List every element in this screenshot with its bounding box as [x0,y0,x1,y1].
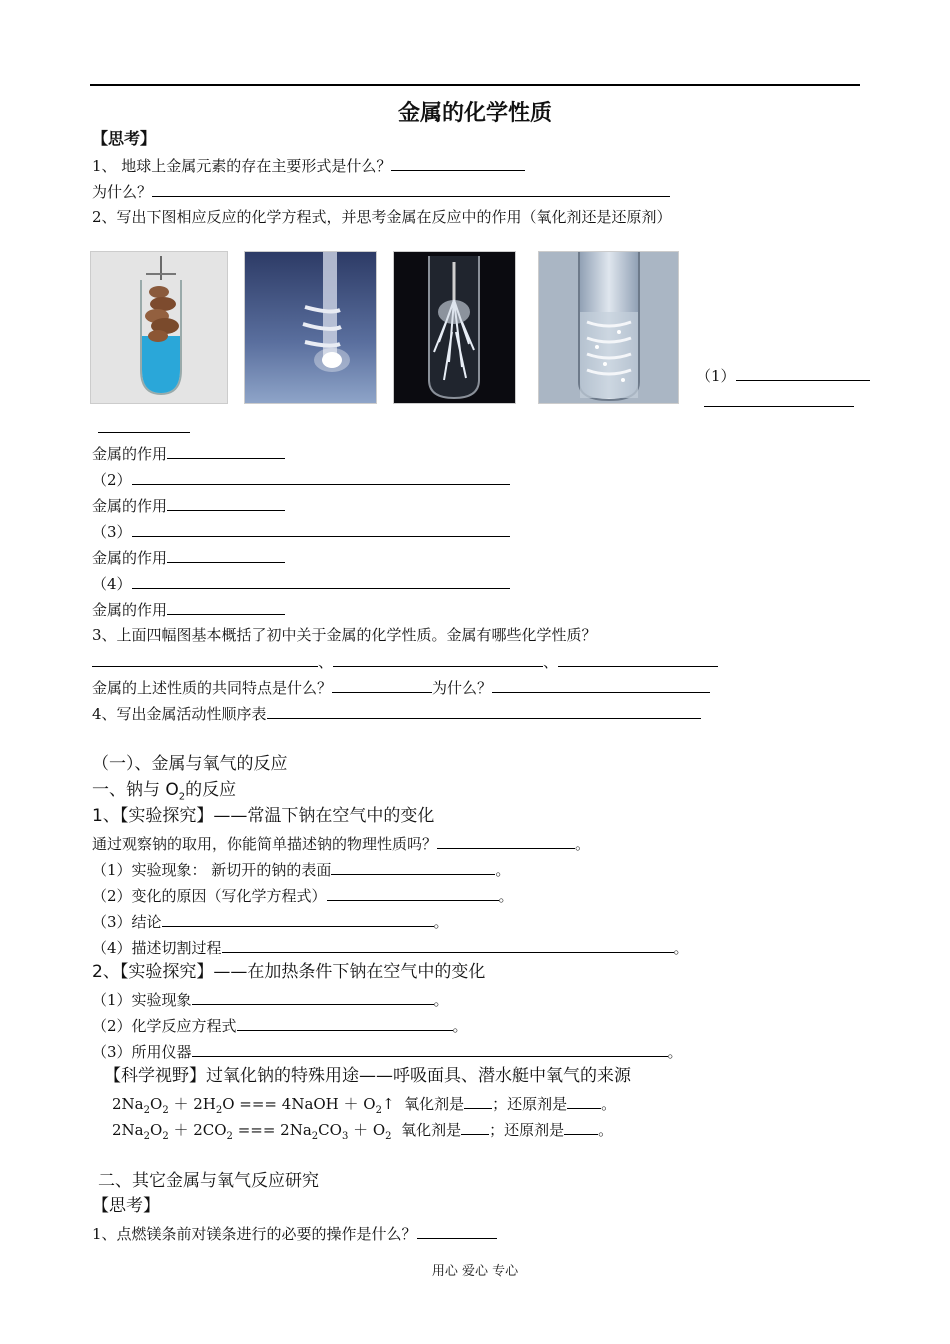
experiment-1-item: （4）描述切割过程 。 [92,936,689,959]
answer-blank[interactable] [461,1118,489,1135]
metal-role-2: 金属的作用 [92,494,285,517]
think-heading: 【思考】 [92,129,157,148]
page-footer: 用心 爱心 专心 [431,1264,519,1279]
answer-2: （2） [92,468,510,491]
metal-role-3: 金属的作用 [92,546,285,569]
answer-blank[interactable] [267,702,701,719]
answer-blank[interactable] [567,1092,601,1109]
answer-blank[interactable] [222,936,674,953]
answer-blank[interactable] [332,676,432,693]
answer-blank[interactable] [564,1118,598,1135]
question-3: 3、上面四幅图基本概括了初中关于金属的化学性质。金属有哪些化学性质？ [92,626,597,644]
answer-blank[interactable] [92,650,318,667]
answer-blank[interactable] [331,858,495,875]
answer-blank[interactable] [237,1014,453,1031]
answer-blank[interactable] [162,910,434,927]
metal-role-4: 金属的作用 [92,598,285,621]
experiment-2-heading: 2、【实验探究】——在加热条件下钠在空气中的变化 [92,962,486,982]
experiment-2-item: （1）实验现象 。 [92,988,449,1011]
experiment-1-item: （1）实验现象： 新切开的钠的表面 。 [92,858,510,881]
question-4: 4、写出金属活动性顺序表 [92,702,701,725]
answer-blank[interactable] [417,1222,497,1239]
answer-blank[interactable] [464,1092,492,1109]
question-2: 2、写出下图相应反应的化学方程式，并思考金属在反应中的作用（氧化剂还是还原剂） [92,208,672,226]
question-1-why: 为什么？ [92,180,670,203]
think-heading-2: 【思考】 [92,1196,160,1216]
answer-blank[interactable] [333,650,543,667]
answer-blank[interactable] [152,180,670,197]
answer-blank[interactable] [492,676,710,693]
experiment-2-item: （2）化学反应方程式 。 [92,1014,468,1037]
answer-blank[interactable] [192,988,434,1005]
answer-blank[interactable] [167,494,285,511]
answer-blank[interactable] [192,1040,668,1057]
question-3-answers: 、 、 [92,650,718,673]
answer-blank[interactable] [437,832,575,849]
answer-1: （1） [696,364,870,387]
equation-2: $2Na_2O_2 + 2CO_2$ === $2Na_2CO_3 + O_2$ 氧化剂是 ；还原剂是 。 [112,1118,613,1148]
answer-blank[interactable] [132,468,510,485]
experiment-1-question: 通过观察钠的取用，你能简单描述钠的物理性质吗？ 。 [92,832,590,855]
experiment-1-heading: 1、【实验探究】——常温下钠在空气中的变化 [92,806,435,826]
answer-3: （3） [92,520,510,543]
answer-blank[interactable] [167,546,285,563]
science-vision-heading: 【科学视野】过氧化钠的特殊用途——呼吸面具、潜水艇中氧气的来源 [104,1066,631,1086]
answer-blank[interactable] [167,442,285,459]
question-5: 1、点燃镁条前对镁条进行的必要的操作是什么？ [92,1222,497,1245]
answer-blank[interactable] [391,154,525,171]
page-title: 金属的化学性质 [397,101,552,126]
top-rule [90,84,860,86]
answer-blank[interactable] [98,416,190,433]
question-3b: 金属的上述性质的共同特点是什么？ 为什么？ [92,676,710,699]
experiment-1-item: （3）结论 。 [92,910,449,933]
answer-4: （4） [92,572,510,595]
answer-blank[interactable] [558,650,718,667]
equation-1: $2Na_2O_2 + 2H_2O$ === 4NaOH ＋ $O_2↑$ 氧化剂是 ；还原剂是 。 [112,1092,616,1122]
test-tube-copper-deposit-icon [90,251,228,404]
experiment-2-item: （3）所用仪器 。 [92,1040,683,1063]
section-1-heading: （一）、金属与氧气的反应 [92,754,288,774]
tube-spiral-bubbles-icon [538,251,679,404]
question-1: 1、 地球上金属元素的存在主要形式是什么？ [92,154,525,177]
answer-1-cont [704,390,854,413]
experiment-1-item: （2）变化的原因（写化学方程式） 。 [92,884,514,907]
tube-tree-crystals-icon [393,251,516,404]
answer-blank[interactable] [167,598,285,615]
answer-blank[interactable] [327,884,499,901]
subsection-sodium-oxygen: 一、钠与 $O_2$的反应 [92,780,237,803]
answer-blank[interactable] [132,572,510,589]
answer-blank[interactable] [704,390,854,407]
answer-1-cont2 [98,416,190,439]
answer-blank[interactable] [736,364,870,381]
heated-wire-spiral-icon [244,251,377,404]
answer-blank[interactable] [132,520,510,537]
metal-role-1: 金属的作用 [92,442,285,465]
section-2-heading: 二、其它金属与氧气反应研究 [98,1171,319,1191]
